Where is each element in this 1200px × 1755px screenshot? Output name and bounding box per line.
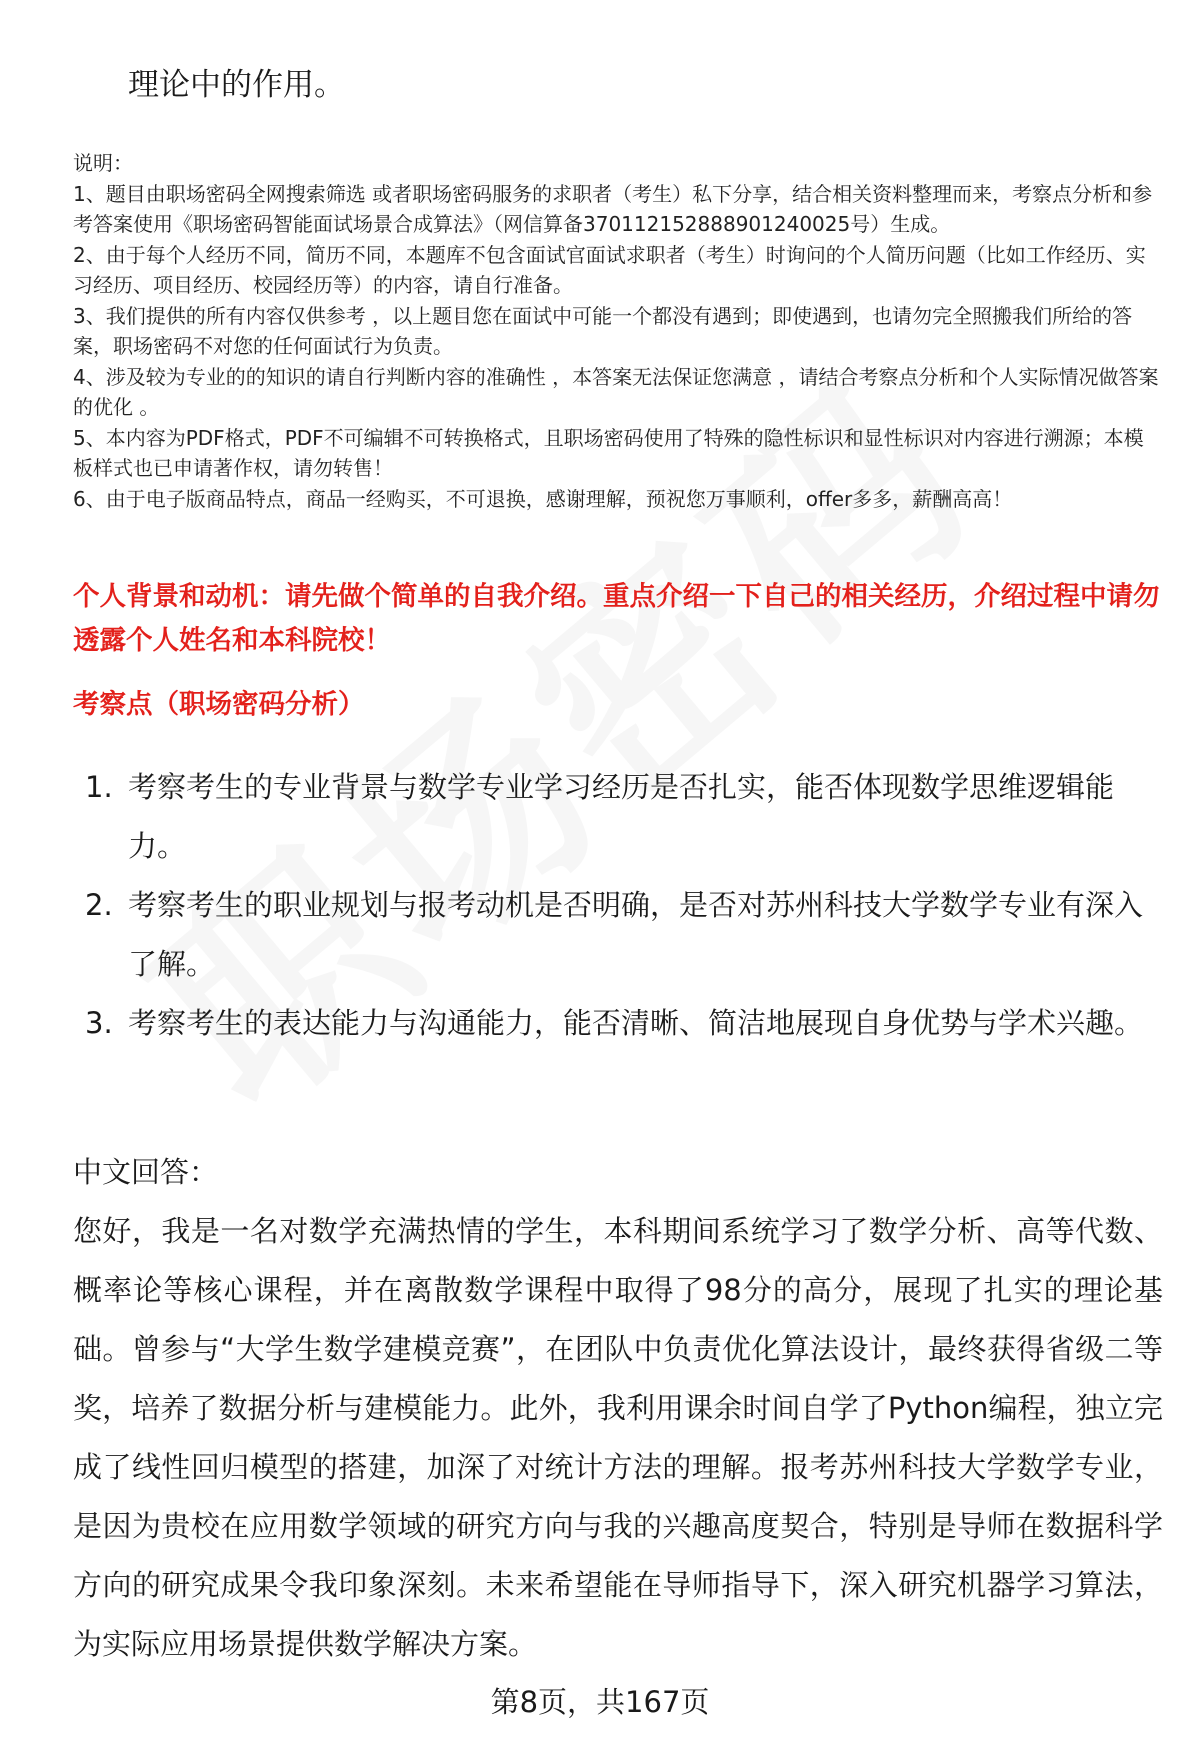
- point-text: 考察考生的专业背景与数学专业学习经历是否扎实，能否体现数学思维逻辑能力。: [128, 770, 1115, 863]
- point-number: 1.: [85, 770, 113, 804]
- point-text: 考察考生的职业规划与报考动机是否明确，是否对苏州科技大学数学专业有深入了解。: [128, 888, 1144, 981]
- point-text: 考察考生的表达能力与沟通能力，能否清晰、简洁地展现自身优势与学术兴趣。: [128, 1006, 1144, 1040]
- page-number-footer: 第8页，共167页: [490, 1685, 710, 1719]
- answer-heading: 中文回答：: [73, 1155, 219, 1189]
- notes-item: 1、题目由职场密码全网搜索筛选 或者职场密码服务的求职者（考生）私下分享，结合相关资料整理而来，考察点分析和参考答案使用《职场密码智能面试场景合成算法》（网信算备370112152888901240025号）生成。: [73, 181, 1153, 236]
- notes-item: 6、由于电子版商品特点，商品一经购买，不可退换，感谢理解，预祝您万事顺利，offer多多，薪酬高高！: [73, 486, 1013, 511]
- point-number: 3.: [85, 1006, 113, 1040]
- analysis-heading: 考察点（职场密码分析）: [73, 689, 365, 720]
- notes-section: [73, 148, 1163, 514]
- analysis-points: [73, 758, 1163, 1053]
- notes-item: 2、由于每个人经历不同，简历不同，本题库不包含面试官面试求职者（考生）时询问的个人简历问题（比如工作经历、实习经历、项目经历、校园经历等）的内容，请自行准备。: [73, 242, 1146, 297]
- notes-title: 说明：: [73, 151, 133, 175]
- analysis-point: [73, 758, 1163, 876]
- analysis-point: [73, 876, 1163, 994]
- continued-text: 理论中的作用。: [128, 67, 345, 103]
- notes-item: 5、本内容为PDF格式，PDF不可编辑不可转换格式，且职场密码使用了特殊的隐性标识和显性标识对内容进行溯源；本模板样式也已申请著作权，请勿转售！: [73, 425, 1144, 480]
- notes-item: 3、我们提供的所有内容仅供参考 ，以上题目您在面试中可能一个都没有遇到；即使遇到，也请勿完全照搬我们所给的答案，职场密码不对您的任何面试行为负责。: [73, 303, 1133, 358]
- answer-text: 您好，我是一名对数学充满热情的学生，本科期间系统学习了数学分析、高等代数、概率论等核心课程，并在离散数学课程中取得了98分的高分，展现了扎实的理论基础。曾参与“大学生数学建模竞赛”，在团队中负责优化算法设计，最终获得省级二等奖，培养了数据分析与建模能力。此外，我利用课余时间自学了Python编程，独立完成了线性回归模型的搭建，加深了对统计方法的理解。报考苏州科技大学数学专业，是因为贵校在应用数学领域的研究方向与我的兴趣高度契合，特别是导师在数据科学方向的研究成果令我印象深刻。未来希望能在导师指导下，深入研究机器学习算法，为实际应用场景提供数学解决方案。: [73, 1214, 1163, 1661]
- notes-item: 4、涉及较为专业的的知识的请自行判断内容的准确性 ，本答案无法保证您满意 ，请结合考察点分析和个人实际情况做答案的优化 。: [73, 364, 1159, 419]
- question-title: 个人背景和动机：请先做个简单的自我介绍。重点介绍一下自己的相关经历，介绍过程中请勿透露个人姓名和本科院校！: [73, 581, 1160, 656]
- analysis-point: [73, 994, 1163, 1053]
- point-number: 2.: [85, 888, 113, 922]
